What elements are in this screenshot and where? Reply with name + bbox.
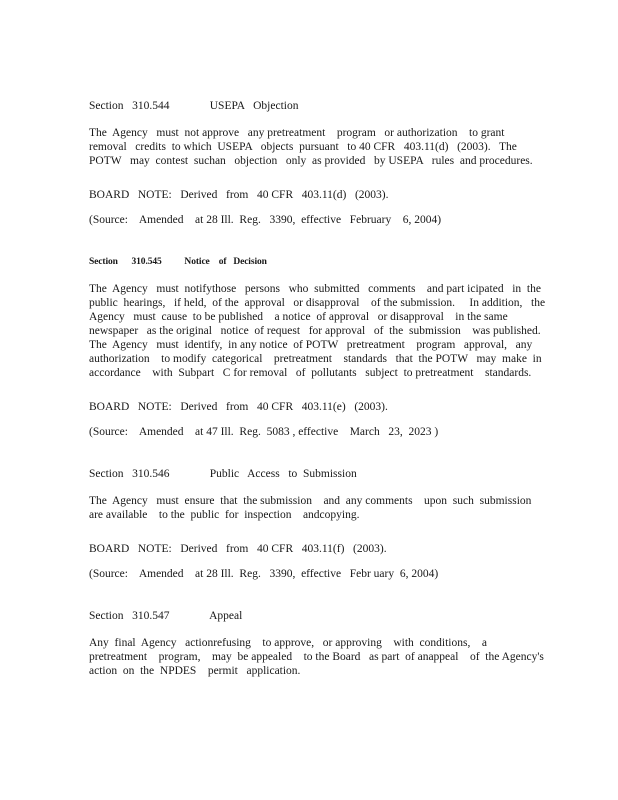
paragraph-line: removal credits to which USEPA objects pursuant to 40 CFR 403.11(d) (2003). The [89, 141, 517, 153]
section-paragraph [89, 636, 544, 678]
paragraph-line: authorization to modify categorical pretreatment standards that the POTW may make in [89, 353, 542, 365]
section-310-547 [89, 609, 544, 678]
paragraph-line: accordance with Subpart C for removal of pollutants subject to pretreatment standards. [89, 367, 532, 379]
paragraph-line: public hearings, if held, of the approval or disapproval of the submission. In addition, the [89, 297, 546, 309]
source-note: (Source: Amended at 28 Ill. Reg. 3390, effective February 6, 2004) [89, 214, 442, 226]
section-paragraph [89, 282, 546, 380]
section-310-544 [89, 99, 532, 227]
paragraph-line: The Agency must identify, in any notice of POTW pretreatment program approval, any [89, 339, 533, 351]
board-note: BOARD NOTE: Derived from 40 CFR 403.11(e) (2003). [89, 401, 388, 413]
section-310-545 [89, 255, 546, 439]
section-heading: Section 310.546 Public Access to Submission [89, 468, 357, 480]
section-310-546 [89, 467, 532, 581]
section-paragraph [89, 494, 532, 522]
source-note: (Source: Amended at 28 Ill. Reg. 3390, effective Febr uary 6, 2004) [89, 568, 439, 580]
section-paragraph [89, 126, 532, 168]
paragraph-line: The Agency must notifythose persons who submitted comments and part icipated in the [89, 283, 541, 295]
paragraph-line: Agency must cause to be published a notice of approval or disapproval in the same [89, 311, 508, 323]
paragraph-line: action on the NPDES permit application. [89, 665, 301, 677]
paragraph-line: POTW may contest suchan objection only as provided by USEPA rules and procedures. [89, 155, 533, 167]
paragraph-line: The Agency must not approve any pretreatment program or authorization to grant [89, 127, 505, 139]
section-heading: Section 310.545 Notice of Decision [89, 257, 267, 267]
board-note: BOARD NOTE: Derived from 40 CFR 403.11(f) (2003). [89, 543, 387, 555]
paragraph-line: newspaper as the original notice of request for approval of the submission was published. [89, 325, 541, 337]
paragraph-line: Any final Agency actionrefusing to approve, or approving with conditions, a [89, 637, 487, 649]
section-heading: Section 310.544 USEPA Objection [89, 100, 299, 112]
section-heading: Section 310.547 Appeal [89, 610, 243, 622]
paragraph-line: are available to the public for inspection andcopying. [89, 509, 360, 521]
paragraph-line: The Agency must ensure that the submission and any comments upon such submission [89, 495, 532, 507]
source-note: (Source: Amended at 47 Ill. Reg. 5083 , effective March 23, 2023 ) [89, 426, 439, 438]
board-note: BOARD NOTE: Derived from 40 CFR 403.11(d) (2003). [89, 189, 389, 201]
paragraph-line: pretreatment program, may be appealed to the Board as part of anappeal of the Agency's [89, 651, 544, 663]
